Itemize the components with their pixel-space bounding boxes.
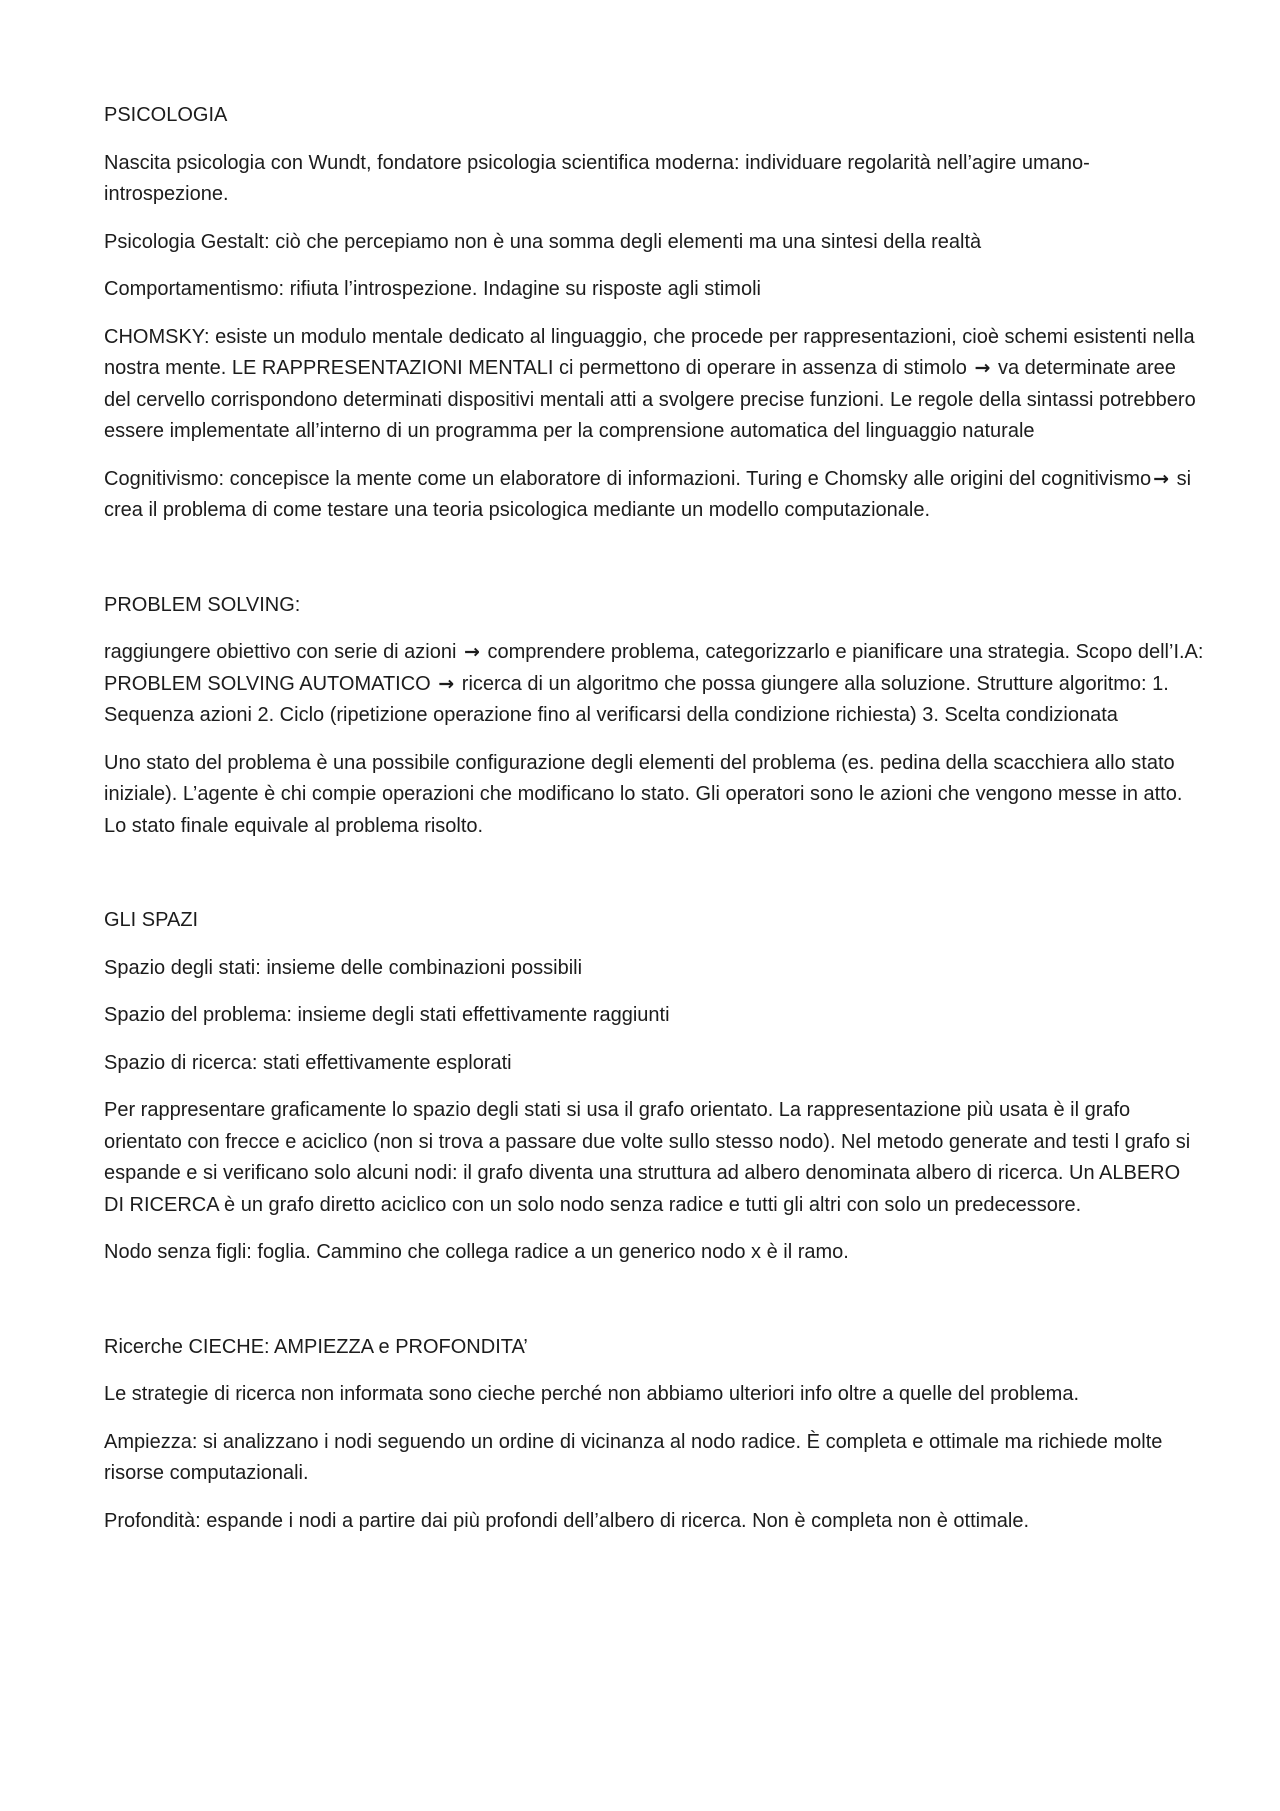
- right-arrow-icon: →: [974, 357, 991, 379]
- right-arrow-icon: →: [464, 641, 480, 663]
- paragraph-spazio-stati: Spazio degli stati: insieme delle combinazioni possibili: [104, 956, 583, 979]
- paragraph-cognitivismo: [104, 464, 1204, 527]
- paragraph-cognitivismo-part2: si crea il problema di come testare una teoria psicologica mediante un modello computazionale.: [104, 467, 1192, 521]
- document-body: [104, 100, 1204, 1553]
- paragraph-gestalt: Psicologia Gestalt: ciò che percepiamo non è una somma degli elementi ma una sintesi della realtà: [104, 230, 982, 253]
- paragraph-strategie-ricerca: Le strategie di ricerca non informata sono cieche perché non abbiamo ulteriori info oltre a quelle del problema.: [104, 1383, 1080, 1405]
- paragraph-wundt: Nascita psicologia con Wundt, fondatore psicologia scientifica moderna: individuare regolarità nell’agire umano- introspezione.: [104, 151, 1090, 205]
- paragraph-problem-solving-part3: ricerca di un algoritmo che possa giungere alla soluzione. Strutture algoritmo: 1. Sequenza azioni 2. Ciclo (ripetizione operazione fino al verificarsi della condizione richiesta) 3. Scelta condizionata: [104, 672, 1169, 726]
- paragraph-foglia: Nodo senza figli: foglia. Cammino che collega radice a un generico nodo x è il ramo.: [104, 1241, 849, 1263]
- paragraph-chomsky: [104, 322, 1204, 448]
- paragraph-profondita: Profondità: espande i nodi a partire dai più profondi dell’albero di ricerca. Non è completa non è ottimale.: [104, 1509, 1029, 1532]
- paragraph-cognitivismo-part1: Cognitivismo: concepisce la mente come un elaboratore di informazioni. Turing e Chomsky alle origini del cognitivismo: [104, 467, 1152, 490]
- section-heading-problem-solving: PROBLEM SOLVING:: [104, 593, 301, 616]
- section-heading-spazi: GLI SPAZI: [104, 909, 199, 931]
- paragraph-ampiezza: Ampiezza: si analizzano i nodi seguendo un ordine di vicinanza al nodo radice. È completa e ottimale ma richiede molte risorse computazionali.: [104, 1430, 1163, 1484]
- paragraph-spazio-problema: Spazio del problema: insieme degli stati effettivamente raggiunti: [104, 1004, 670, 1026]
- section-heading-psicologia: PSICOLOGIA: [104, 104, 228, 126]
- paragraph-chomsky-part2: va determinate aree del cervello corrispondono determinati dispositivi mentali atti a svolgere precise funzioni. Le regole della sintassi potrebbero essere implementate all’interno di un programma per la comprensione automatica del linguaggio naturale: [104, 357, 1196, 442]
- paragraph-problem-solving-part2: comprendere problema, categorizzarlo e pianificare una strategia. Scopo dell’I.A: PROBLEM SOLVING AUTOMATICO: [104, 641, 1204, 695]
- paragraph-problem-solving-intro: [104, 637, 1204, 732]
- paragraph-chomsky-part1: CHOMSKY: esiste un modulo mentale dedicato al linguaggio, che procede per rappresentazioni, cioè schemi esistenti nella nostra mente. LE RAPPRESENTAZIONI MENTALI ci permettono di operare in assenza di stimolo: [104, 325, 1195, 379]
- paragraph-stato-problema: Uno stato del problema è una possibile configurazione degli elementi del problema (es. pedina della scacchiera allo stato iniziale). L’agente è chi compie operazioni che modificano lo stato. Gli operatori sono le azioni che vengono messe in atto. Lo stato finale equivale al problema risolto.: [104, 751, 1183, 837]
- paragraph-spazio-ricerca: Spazio di ricerca: stati effettivamente esplorati: [104, 1051, 512, 1074]
- section-heading-ricerche: Ricerche CIECHE: AMPIEZZA e PROFONDITA’: [104, 1335, 528, 1358]
- right-arrow-icon: →: [438, 672, 455, 695]
- section-spacer: [104, 858, 1204, 905]
- paragraph-comportamentismo: Comportamentismo: rifiuta l’introspezione. Indagine su risposte agli stimoli: [104, 278, 761, 300]
- right-arrow-icon: →: [1153, 467, 1170, 490]
- paragraph-grafo: Per rappresentare graficamente lo spazio degli stati si usa il grafo orientato. La rappresentazione più usata è il grafo orientato con frecce e aciclico (non si trova a passare due volte sullo stesso nodo). Nel metodo generate and testi l grafo si espande e si verificano solo alcuni nodi: il grafo diventa una struttura ad albero denominata albero di ricerca. Un ALBERO DI RICERCA è un grafo diretto aciclico con un solo nodo senza radice e tutti gli altri con solo un predecessore.: [104, 1099, 1191, 1216]
- section-spacer: [104, 543, 1204, 590]
- paragraph-problem-solving-part1: raggiungere obiettivo con serie di azioni: [104, 641, 457, 663]
- section-spacer: [104, 1285, 1204, 1332]
